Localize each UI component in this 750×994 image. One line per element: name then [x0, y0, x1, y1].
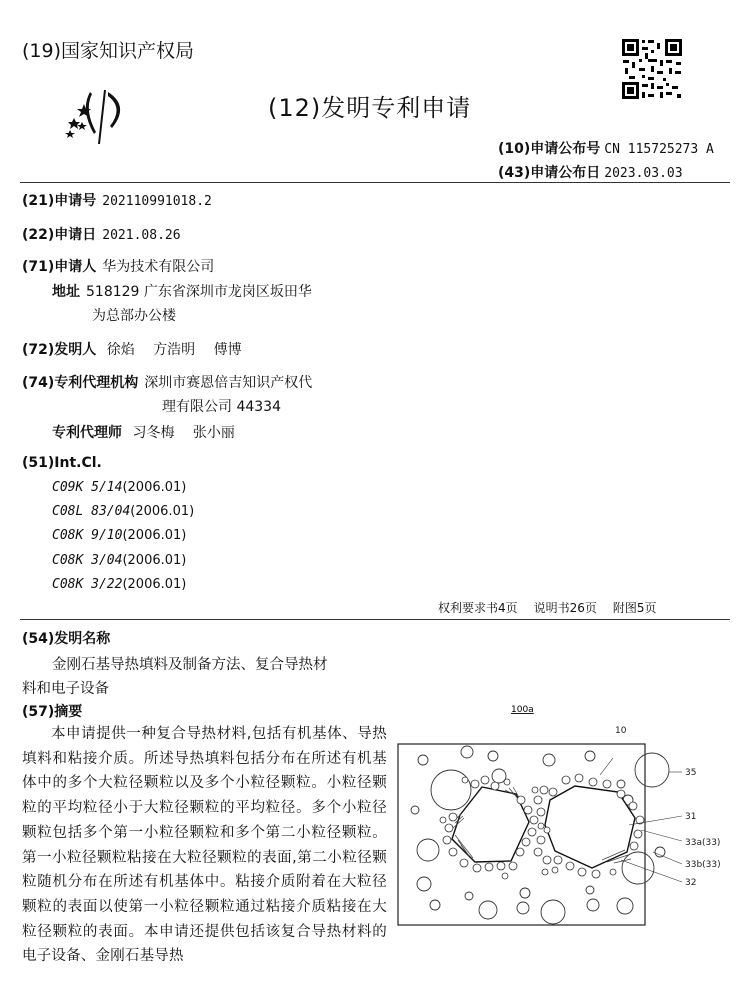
description-pages: 说明书26页: [533, 601, 597, 615]
claims-pages: 权利要求书4页: [438, 601, 518, 615]
ipc-entry: C09K 5/14(2006.01): [52, 480, 187, 495]
invention-title-line-2: 料和电子设备: [22, 681, 109, 697]
patent-agents: [52, 422, 235, 442]
label-32: 32: [685, 878, 697, 888]
abstract-figure: [395, 700, 735, 940]
address-line-2: 为总部办公楼: [92, 308, 176, 324]
publication-number-label: (10)申请公布号: [498, 141, 601, 157]
abstract-text: 本申请提供一种复合导热材料,包括有机基体、导热填料和粘接介质。所述导热填料包括分布在所述有机基体中的多个大粒径颗粒以及多个小粒径颗粒。小粒径颗粒的平均粒径小于大粒径颗粒的平均粒径。多个小粒径颗粒包括多个第一小粒径颗粒和多个第二小粒径颗粒。第一小粒径颗粒粘接在大粒径颗粒的表面,第二小粒径颗粒随机分布在所述有机基体中。粘接介质附着在大粒径颗粒的表面以使第一小粒径颗粒通过粘接介质粘接在大粒径颗粒的表面。本申请还提供包括该复合导热材料的电子设备、金刚石基导热: [22, 726, 387, 965]
label-33a: 33a(33): [685, 838, 721, 848]
address: [52, 281, 312, 301]
divider-top: [20, 182, 730, 183]
publication-number-value: CN 115725273 A: [604, 142, 714, 157]
invention-title-label: (54)发明名称: [22, 631, 111, 647]
label-35: 35: [685, 768, 697, 778]
publication-date-value: 2023.03.03: [604, 166, 683, 181]
label-10: 10: [615, 726, 627, 736]
patent-agents-label: 专利代理师: [52, 425, 122, 441]
inventor-2: 方浩明: [153, 342, 196, 358]
inventor-3: 傅博: [213, 342, 242, 358]
applicant: [22, 256, 214, 276]
ipc-entry: C08L 83/04(2006.01): [52, 504, 195, 519]
publication-date-label: (43)申请公布日: [498, 165, 601, 181]
office-name: (19)国家知识产权局: [22, 40, 195, 62]
patent-agent-2: 张小丽: [192, 425, 235, 441]
ipc-entry: C08K 9/10(2006.01): [52, 528, 187, 543]
divider-middle: [20, 619, 730, 620]
patent-agency-line-1: 深圳市赛恩倍吉知识产权代: [144, 375, 313, 391]
inventors: [22, 339, 242, 359]
label-31: 31: [685, 812, 697, 822]
label-33b: 33b(33): [685, 860, 721, 870]
figure-label: 100a: [511, 705, 534, 715]
qr-code-icon: [621, 38, 683, 100]
publication-number: [498, 138, 714, 158]
applicant-value: 华为技术有限公司: [102, 259, 215, 275]
patent-agency-label: (74)专利代理机构: [22, 375, 139, 391]
ipc-entry: C08K 3/22(2006.01): [52, 577, 187, 592]
application-date-label: (22)申请日: [22, 227, 97, 243]
page-counts: [438, 599, 673, 616]
drawing-pages: 附图5页: [612, 601, 657, 615]
application-number-value: 202110991018.2: [102, 194, 212, 209]
cnipa-logo-icon: [62, 88, 132, 148]
inventor-1: 徐焰: [106, 342, 135, 358]
address-label: 地址: [52, 284, 80, 300]
patent-agency-line-2: 理有限公司 44334: [162, 399, 281, 415]
patent-agency: [22, 372, 312, 392]
application-date: [22, 224, 181, 244]
ipc-entry: C08K 3/04(2006.01): [52, 553, 187, 568]
application-number: [22, 190, 212, 210]
abstract-label: (57)摘要: [22, 704, 83, 720]
applicant-label: (71)申请人: [22, 259, 97, 275]
document-type: (12)发明专利申请: [268, 94, 472, 122]
application-date-value: 2021.08.26: [102, 228, 181, 243]
publication-date: [498, 162, 683, 182]
invention-title-line-1: 金刚石基导热填料及制备方法、复合导热材: [52, 657, 328, 673]
address-line-1: 518129 广东省深圳市龙岗区坂田华: [86, 284, 312, 300]
application-number-label: (21)申请号: [22, 193, 97, 209]
int-cl-label: (51)Int.Cl.: [22, 455, 102, 471]
patent-agent-1: 习冬梅: [132, 425, 175, 441]
inventors-label: (72)发明人: [22, 342, 97, 358]
